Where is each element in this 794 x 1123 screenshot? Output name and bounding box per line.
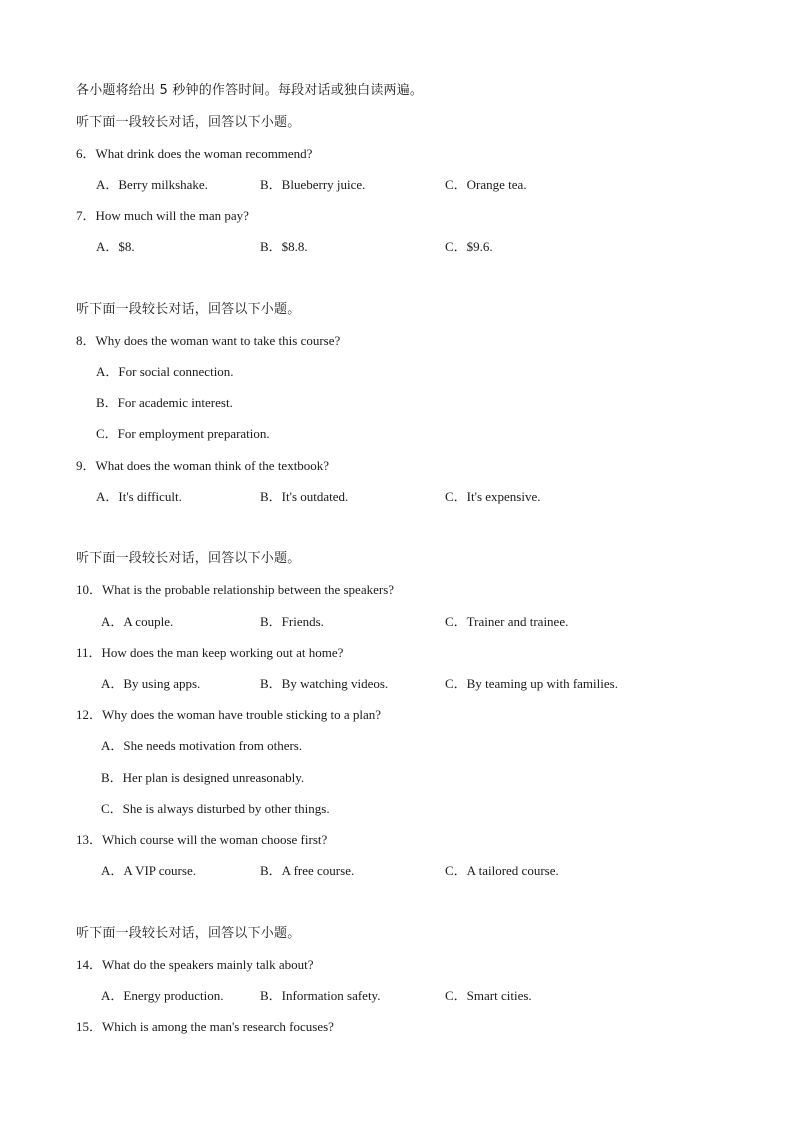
question-8-option-b[interactable]: B．For academic interest. bbox=[96, 395, 233, 410]
question-11-option-a[interactable]: A．By using apps. bbox=[101, 676, 201, 691]
question-11-option-c[interactable]: C．By teaming up with families. bbox=[445, 676, 618, 691]
question-14-option-c[interactable]: C．Smart cities. bbox=[445, 988, 532, 1003]
question-8-stem: 8．Why does the woman want to take this course? bbox=[76, 333, 341, 348]
question-9-stem: 9．What does the woman think of the textbook? bbox=[76, 458, 330, 473]
question-7-stem: 7．How much will the man pay? bbox=[76, 208, 249, 223]
question-10-option-a[interactable]: A．A couple. bbox=[101, 614, 174, 629]
question-13-option-c[interactable]: C．A tailored course. bbox=[445, 863, 559, 878]
section-heading: 听下面一段较长对话，回答以下小题。 bbox=[76, 926, 301, 941]
question-6-option-a[interactable]: A．Berry milkshake. bbox=[96, 177, 208, 192]
question-12-option-a[interactable]: A．She needs motivation from others. bbox=[101, 738, 303, 753]
question-10-stem: 10．What is the probable relationship between the speakers? bbox=[76, 582, 395, 597]
question-7-option-b[interactable]: B．$8.8. bbox=[260, 239, 308, 254]
question-6-option-c[interactable]: C．Orange tea. bbox=[445, 177, 527, 192]
question-12-option-c[interactable]: C．She is always disturbed by other things. bbox=[101, 801, 330, 816]
question-11-stem: 11．How does the man keep working out at home? bbox=[76, 645, 344, 660]
section-heading: 听下面一段较长对话，回答以下小题。 bbox=[76, 551, 301, 566]
question-6-stem: 6．What drink does the woman recommend? bbox=[76, 146, 313, 161]
question-8-option-c[interactable]: C．For employment preparation. bbox=[96, 426, 270, 441]
question-9-option-b[interactable]: B．It's outdated. bbox=[260, 489, 349, 504]
question-13-option-a[interactable]: A．A VIP course. bbox=[101, 863, 196, 878]
question-14-option-b[interactable]: B．Information safety. bbox=[260, 988, 381, 1003]
question-9-option-c[interactable]: C．It's expensive. bbox=[445, 489, 541, 504]
question-10-option-b[interactable]: B．Friends. bbox=[260, 614, 324, 629]
question-14-stem: 14．What do the speakers mainly talk about? bbox=[76, 957, 314, 972]
question-15-stem: 15．Which is among the man's research focuses? bbox=[76, 1019, 334, 1034]
question-12-option-b[interactable]: B．Her plan is designed unreasonably. bbox=[101, 770, 305, 785]
instructions-text: 各小题将给出 5 秒钟的作答时间。每段对话或独白读两遍。 bbox=[76, 83, 424, 98]
question-6-option-b[interactable]: B．Blueberry juice. bbox=[260, 177, 366, 192]
question-11-option-b[interactable]: B．By watching videos. bbox=[260, 676, 389, 691]
question-13-option-b[interactable]: B．A free course. bbox=[260, 863, 355, 878]
section-heading: 听下面一段较长对话，回答以下小题。 bbox=[76, 302, 301, 317]
question-8-option-a[interactable]: A．For social connection. bbox=[96, 364, 234, 379]
question-14-option-a[interactable]: A．Energy production. bbox=[101, 988, 224, 1003]
question-7-option-c[interactable]: C．$9.6. bbox=[445, 239, 493, 254]
question-9-option-a[interactable]: A．It's difficult. bbox=[96, 489, 182, 504]
question-12-stem: 12．Why does the woman have trouble sticking to a plan? bbox=[76, 707, 382, 722]
question-7-option-a[interactable]: A．$8. bbox=[96, 239, 135, 254]
question-10-option-c[interactable]: C．Trainer and trainee. bbox=[445, 614, 569, 629]
section-heading: 听下面一段较长对话，回答以下小题。 bbox=[76, 115, 301, 130]
question-13-stem: 13．Which course will the woman choose first? bbox=[76, 832, 328, 847]
